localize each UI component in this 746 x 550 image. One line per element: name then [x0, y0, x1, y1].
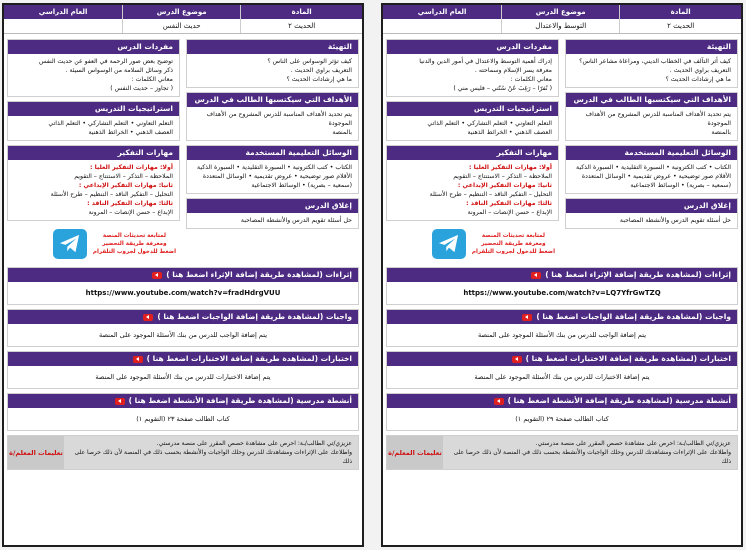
- skill-heading: ثالثا: مهارات التفكير الناقد :: [87, 200, 173, 207]
- section-line: كيف تؤثر الوسواس على الناس ؟: [267, 58, 352, 65]
- section-box: [386, 39, 559, 97]
- section-title: التهيئة: [187, 40, 358, 54]
- section-body: [8, 54, 179, 96]
- section-line: (سمعية – بصرية) • الوسائط الاجتماعية: [251, 182, 352, 189]
- header-table: [4, 5, 362, 34]
- instructions-line: واطلاعك على الإثراءات ومشاهدتك للدرس وحلك الواجبات والأنشطة بحسب ذلك في المنصة لأن ذلك حرصا على ذلك: [453, 449, 731, 465]
- section-line: يتم تحديد الأهداف المناسبة للدرس المشروح من الأهداف الموجودة: [206, 111, 352, 127]
- section-box: [565, 145, 738, 194]
- section-line: بالمنصة: [332, 129, 352, 136]
- left-column: [7, 39, 180, 263]
- left-column: [386, 39, 559, 263]
- section-title: الوسائل التعليمية المستخدمة: [187, 146, 358, 160]
- section-box: [7, 39, 180, 97]
- activity-title: أنشطة مدرسية (لمشاهدة طريقة إضافة الأنشطة اضغط هنا ): [507, 396, 731, 405]
- instructions-line: واطلاعك على الإثراءات ومشاهدتك للدرس وحلك الواجبات والأنشطة بحسب ذلك في المنصة لأن ذلك حرصا على ذلك: [74, 449, 352, 465]
- section-title: الأهداف التي سيكتسبها الطالب في الدرس: [187, 93, 358, 107]
- activity-body: [8, 366, 358, 388]
- header-cell: [619, 5, 741, 33]
- section-body: [187, 107, 358, 140]
- section-line: حل أسئلة تقويم الدرس والأنشطة المصاحبة: [619, 217, 731, 224]
- activity-title-link[interactable]: [8, 268, 358, 282]
- section-title: استراتيجيات التدريس: [8, 102, 179, 116]
- section-title: إغلاق الدرس: [187, 199, 358, 213]
- youtube-icon[interactable]: [152, 272, 162, 279]
- section-line: معرفة يسر الإسلام وسماحته .: [474, 67, 552, 74]
- section-line: ( تجاوز – حديث النفس ): [110, 85, 173, 92]
- section-line: العصف الذهني • الخرائط الذهنية: [88, 129, 173, 136]
- section-body: [387, 160, 558, 220]
- activity-text: كتاب الطالب صفحة ٢٣ (التقويم ١): [136, 415, 230, 423]
- activity-body: [387, 324, 737, 346]
- instructions-text: [443, 436, 737, 469]
- header-label: موضوع الدرس: [123, 5, 240, 19]
- section-line: حل أسئلة تقويم الدرس والأنشطة المصاحبة: [240, 217, 352, 224]
- activity-body: [387, 408, 737, 430]
- activity-section: [7, 393, 359, 431]
- activity-title-link[interactable]: [387, 310, 737, 324]
- activity-body: [8, 324, 358, 346]
- skill-list: التحليل – التفكير الناقد – التنظيم – طرح الأسئلة: [50, 191, 173, 198]
- activity-text: يتم إضافة الاختبارات للدرس من بنك الأسئلة الموجود على المنصة: [474, 373, 650, 381]
- skill-list: الإبداع – حسن الإنصات – المرونة: [88, 209, 173, 216]
- section-line: كيف أثر التآلف في الخطاب الديني، ومراعاة مشاعر الناس؟: [579, 58, 731, 65]
- youtube-icon[interactable]: [133, 356, 143, 363]
- section-body: [8, 160, 179, 220]
- activity-body[interactable]: [8, 282, 358, 304]
- section-body: [566, 107, 737, 140]
- section-line: الكتاب • كتب الكترونية • السبورة التقليدية • السبورة الذكية: [197, 164, 352, 171]
- promo-line: اضغط للدخول لجروب التلقرام: [92, 249, 176, 255]
- youtube-icon[interactable]: [512, 356, 522, 363]
- right-column: [565, 39, 738, 263]
- skill-list: الملاحظة – التذكر – الاستنتاج – التقويم: [74, 173, 173, 180]
- section-title: استراتيجيات التدريس: [387, 102, 558, 116]
- header-table: [383, 5, 741, 34]
- section-box: [7, 101, 180, 141]
- section-line: الأقلام صور توضيحية • عروض تقديمية • الوسائل المتعددة: [581, 173, 731, 180]
- section-line: التعلم التعاوني • التعلم التشاركي • التعلم الذاتي: [427, 120, 552, 127]
- activity-title: واجبات (لمشاهدة طريقة إضافة الواجبات اضغط هنا ): [157, 312, 352, 321]
- youtube-icon[interactable]: [531, 272, 541, 279]
- skill-list: الملاحظة – التذكر – الاستنتاج – التقويم: [453, 173, 552, 180]
- activity-text: يتم إضافة الواجب للدرس من بنك الأسئلة الموجود على المنصة: [477, 331, 647, 339]
- telegram-promo[interactable]: [7, 225, 180, 263]
- section-box: [186, 145, 359, 194]
- header-cell: [240, 5, 362, 33]
- section-body: [387, 116, 558, 140]
- skill-list: الإبداع – حسن الإنصات – المرونة: [467, 209, 552, 216]
- section-body: [566, 160, 737, 193]
- instructions-label: تعليمات المعلم/ة: [387, 436, 443, 469]
- youtube-icon[interactable]: [143, 314, 153, 321]
- promo-line: ومعرفة طريقة التحضير: [102, 241, 167, 247]
- section-line: التعريف براوي الحديث .: [669, 67, 731, 74]
- activity-title-link[interactable]: [387, 268, 737, 282]
- instructions-text: [64, 436, 358, 469]
- activity-title-link[interactable]: [387, 352, 737, 366]
- section-line: التعريف براوي الحديث .: [290, 67, 352, 74]
- section-box: [565, 92, 738, 141]
- youtube-icon[interactable]: [522, 314, 532, 321]
- sections-grid: [383, 34, 741, 263]
- video-url-link[interactable]: https://www.youtube.com/watch?v=LQ7YfrGwTZQ: [463, 289, 661, 297]
- promo-line: اضغط للدخول لجروب التلقرام: [471, 249, 555, 255]
- activity-title: أنشطة مدرسية (لمشاهدة طريقة إضافة الأنشطة اضغط هنا ): [128, 396, 352, 405]
- section-line: إدراك أهمية التوسط والاعتدال في أمور الدين والدنيا: [419, 58, 552, 65]
- promo-line: لمتابعة تحديثات المنصة: [102, 233, 167, 239]
- section-body: [566, 54, 737, 87]
- section-title: التهيئة: [566, 40, 737, 54]
- section-line: توضيح بعض صور الرحمة في العفو عن حديث النفس: [38, 58, 173, 65]
- header-value: حديث النفس: [162, 22, 201, 30]
- section-body: [187, 213, 358, 228]
- activity-title-link[interactable]: [8, 394, 358, 408]
- activity-body: [387, 366, 737, 388]
- lesson-plan-page-2: [2, 3, 364, 547]
- activity-title-link[interactable]: [387, 394, 737, 408]
- activity-body: [8, 408, 358, 430]
- section-line: (سمعية – بصرية) • الوسائط الاجتماعية: [630, 182, 731, 189]
- header-value: الحديث ٢: [667, 22, 695, 30]
- section-box: [386, 145, 559, 221]
- section-title: مهارات التفكير: [387, 146, 558, 160]
- instructions-line: عزيزي/تي الطالب/ـة: احرص على مشاهدة حصص المقرر على منصة مدرستي.: [535, 440, 731, 447]
- activity-section: [386, 309, 738, 347]
- section-title: مهارات التفكير: [8, 146, 179, 160]
- section-title: إغلاق الدرس: [566, 199, 737, 213]
- youtube-icon[interactable]: [494, 398, 504, 405]
- section-body: [8, 116, 179, 140]
- activity-section: [7, 267, 359, 305]
- section-box: [565, 198, 738, 229]
- activity-title-link[interactable]: [8, 352, 358, 366]
- section-box: [186, 92, 359, 141]
- video-url-link[interactable]: https://www.youtube.com/watch?v=fradHdrgVUU: [85, 289, 281, 297]
- section-line: معاني الكلمات :: [510, 76, 552, 83]
- section-body: [187, 160, 358, 193]
- section-box: [565, 39, 738, 88]
- section-body: [566, 213, 737, 228]
- header-label: موضوع الدرس: [502, 5, 619, 19]
- telegram-promo-text[interactable]: [93, 232, 176, 256]
- activity-section: [7, 309, 359, 347]
- promo-line: ومعرفة طريقة التحضير: [481, 241, 546, 247]
- section-box: [7, 145, 180, 221]
- header-value: التوسط والاعتدال: [535, 22, 587, 30]
- teacher-instructions: [7, 435, 359, 470]
- section-line: ما هي إرشادات الحديث ؟: [286, 76, 352, 83]
- telegram-icon[interactable]: [53, 229, 87, 259]
- header-value: [4, 19, 122, 33]
- header-label: المادة: [241, 5, 362, 19]
- lesson-plan-page-1: [381, 3, 743, 547]
- header-cell: [501, 5, 619, 33]
- section-line: ( نُفرّا – رَغِبَ عَنْ سُنّتي – فليس مني ): [453, 85, 552, 92]
- section-box: [386, 101, 559, 141]
- section-body: [187, 54, 358, 87]
- section-title: الأهداف التي سيكتسبها الطالب في الدرس: [566, 93, 737, 107]
- skill-heading: ثانيا: مهارات التفكير الإبداعي :: [457, 182, 552, 189]
- section-line: ذكر وسائل السلامة من الوسواس السيئة .: [65, 67, 173, 74]
- youtube-icon[interactable]: [115, 398, 125, 405]
- teacher-instructions: [386, 435, 738, 470]
- activity-section: [386, 267, 738, 305]
- activity-title-link[interactable]: [8, 310, 358, 324]
- header-cell: [383, 5, 501, 33]
- skill-heading: ثالثا: مهارات التفكير الناقد :: [466, 200, 552, 207]
- right-column: [186, 39, 359, 263]
- header-label: العام الدراسي: [383, 5, 501, 19]
- instructions-line: عزيزي/تي الطالب/ـة: احرص على مشاهدة حصص المقرر على منصة مدرستي.: [156, 440, 352, 447]
- section-title: مفردات الدرس: [387, 40, 558, 54]
- activity-title: واجبات (لمشاهدة طريقة إضافة الواجبات اضغط هنا ): [536, 312, 731, 321]
- skill-heading: أولا: مهارات التفكير العليا :: [90, 164, 173, 171]
- activity-section: [7, 351, 359, 389]
- section-line: يتم تحديد الأهداف المناسبة للدرس المشروح من الأهداف الموجودة: [585, 111, 731, 127]
- section-line: معاني الكلمات :: [131, 76, 173, 83]
- section-line: العصف الذهني • الخرائط الذهنية: [467, 129, 552, 136]
- section-line: الأقلام صور توضيحية • عروض تقديمية • الوسائل المتعددة: [202, 173, 352, 180]
- header-value: [383, 19, 501, 33]
- activity-section: [386, 393, 738, 431]
- section-line: بالمنصة: [711, 129, 731, 136]
- telegram-promo-text[interactable]: [472, 232, 555, 256]
- header-cell: [4, 5, 122, 33]
- activity-title: اختبارات (لمشاهدة طريقة إضافة الاختبارات اضغط هنا ): [525, 354, 731, 363]
- activity-section: [386, 351, 738, 389]
- header-label: المادة: [620, 5, 741, 19]
- sections-grid: [4, 34, 362, 263]
- activity-title: اختبارات (لمشاهدة طريقة إضافة الاختبارات اضغط هنا ): [146, 354, 352, 363]
- section-body: [387, 54, 558, 96]
- section-line: التعلم التعاوني • التعلم التشاركي • التعلم الذاتي: [48, 120, 173, 127]
- header-label: العام الدراسي: [4, 5, 122, 19]
- skill-heading: ثانيا: مهارات التفكير الإبداعي :: [78, 182, 173, 189]
- activity-body[interactable]: [387, 282, 737, 304]
- section-box: [186, 39, 359, 88]
- section-line: الكتاب • كتب الكترونية • السبورة التقليدية • السبورة الذكية: [576, 164, 731, 171]
- promo-line: لمتابعة تحديثات المنصة: [481, 233, 546, 239]
- section-title: مفردات الدرس: [8, 40, 179, 54]
- activity-text: يتم إضافة الاختبارات للدرس من بنك الأسئلة الموجود على المنصة: [95, 373, 271, 381]
- instructions-label: تعليمات المعلم/ة: [8, 436, 64, 469]
- telegram-promo[interactable]: [386, 225, 559, 263]
- activity-text: يتم إضافة الواجب للدرس من بنك الأسئلة الموجود على المنصة: [98, 331, 268, 339]
- section-title: الوسائل التعليمية المستخدمة: [566, 146, 737, 160]
- telegram-icon[interactable]: [432, 229, 466, 259]
- skill-heading: أولا: مهارات التفكير العليا :: [469, 164, 552, 171]
- header-value: الحديث ٢: [288, 22, 316, 30]
- activity-text: كتاب الطالب صفحة ٢٩ (التقويم ١): [515, 415, 609, 423]
- skill-list: التحليل – التفكير الناقد – التنظيم – طرح الأسئلة: [429, 191, 552, 198]
- header-cell: [122, 5, 240, 33]
- section-line: ما هي إرشادات الحديث ؟: [665, 76, 731, 83]
- section-box: [186, 198, 359, 229]
- activity-title: إثراءات (لمشاهدة طريقة إضافة الإثراء اضغط هنا ): [545, 270, 731, 279]
- activity-title: إثراءات (لمشاهدة طريقة إضافة الإثراء اضغط هنا ): [166, 270, 352, 279]
